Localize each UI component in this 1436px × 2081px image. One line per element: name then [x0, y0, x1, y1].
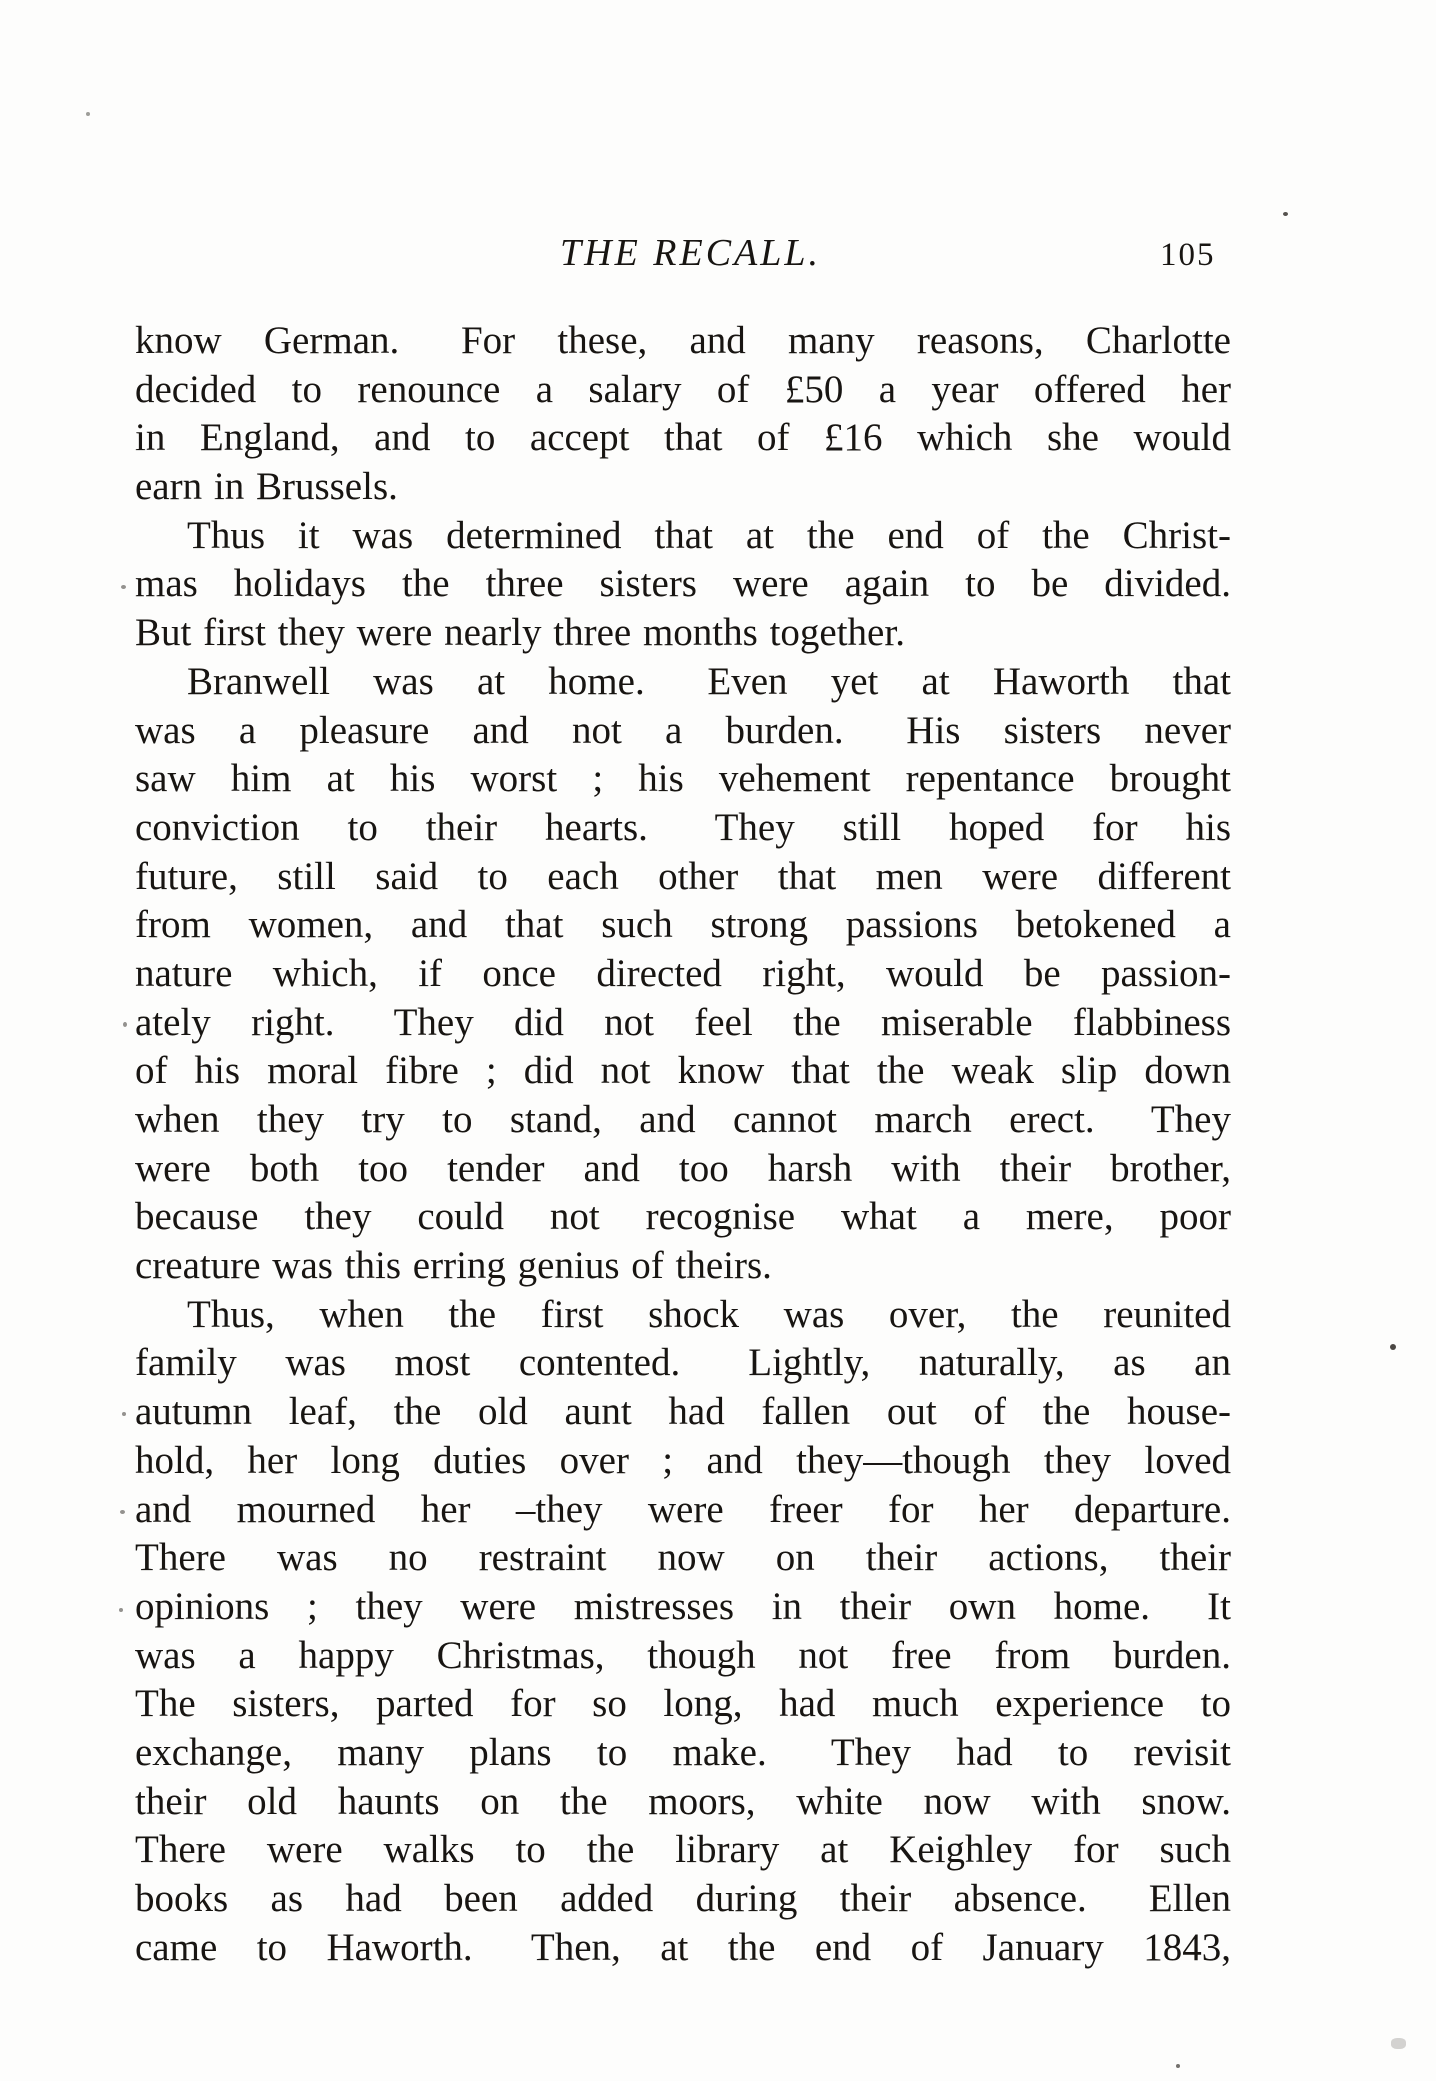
- text-line: Thus it was determined that at the end of the Christ-: [187, 513, 1231, 557]
- text-line: Branwell was at home. Even yet at Haworth that: [187, 659, 1231, 703]
- text-line: family was most contented. Lightly, naturally, as an: [135, 1341, 1231, 1385]
- text-line: know German. For these, and many reasons, Charlotte: [135, 319, 1231, 362]
- text-line: their old haunts on the moors, white now with snow.: [135, 1779, 1231, 1823]
- text-line: opinions ; they were mistresses in their own home. It: [135, 1584, 1231, 1628]
- scan-speck: [122, 1412, 126, 1416]
- scan-speck: [119, 1608, 123, 1612]
- scan-speck: [121, 585, 126, 589]
- text-line: future, still said to each other that men were different: [135, 854, 1231, 898]
- running-header-title: THE RECALL.: [560, 232, 822, 274]
- scan-speck: [123, 1022, 127, 1027]
- scan-speck: [1176, 2064, 1180, 2068]
- page-number: 105: [1160, 237, 1216, 273]
- text-line: when they try to stand, and cannot march erect. They: [135, 1098, 1231, 1141]
- text-line: saw him at his worst ; his vehement repentance brought: [135, 757, 1231, 801]
- text-line: from women, and that such strong passions betokened a: [135, 903, 1231, 947]
- text-line: because they could not recognise what a mere, poor: [135, 1195, 1231, 1239]
- text-line: books as had been added during their absence. Ellen: [135, 1877, 1231, 1920]
- scan-speck: [120, 1510, 125, 1514]
- scan-speck: [1283, 212, 1288, 216]
- scan-speck: [1391, 2038, 1406, 2049]
- text-line: nature which, if once directed right, would be passion-: [135, 951, 1231, 995]
- text-line: was a happy Christmas, though not free from burden.: [135, 1633, 1231, 1677]
- text-line: decided to renounce a salary of £50 a year offered her: [135, 367, 1231, 411]
- text-line: The sisters, parted for so long, had much experience to: [135, 1682, 1231, 1726]
- text-line: exchange, many plans to make. They had to revisit: [135, 1730, 1231, 1774]
- text-line: There was no restraint now on their actions, their: [135, 1536, 1231, 1580]
- text-line: conviction to their hearts. They still hoped for his: [135, 805, 1231, 849]
- text-line: came to Haworth. Then, at the end of January 1843,: [135, 1925, 1231, 1969]
- text-line: hold, her long duties over ; and they—though they loved: [135, 1438, 1231, 1482]
- scan-speck: [1390, 1344, 1396, 1350]
- text-line: and mourned her –they were freer for her departure.: [135, 1487, 1231, 1531]
- text-line: in England, and to accept that of £16 which she would: [135, 416, 1231, 460]
- text-line: of his moral fibre ; did not know that the weak slip down: [135, 1049, 1231, 1093]
- text-line: creature was this erring genius of theirs.: [135, 1244, 772, 1288]
- text-line: were both too tender and too harsh with their brother,: [135, 1146, 1231, 1190]
- text-line: autumn leaf, the old aunt had fallen out of the house-: [135, 1390, 1231, 1434]
- scan-speck: [86, 112, 90, 116]
- text-line: was a pleasure and not a burden. His sisters never: [135, 708, 1231, 752]
- text-line: But first they were nearly three months together.: [135, 611, 905, 655]
- text-line: There were walks to the library at Keighley for such: [135, 1828, 1231, 1872]
- text-line: Thus, when the first shock was over, the reunited: [187, 1292, 1231, 1336]
- text-line: mas holidays the three sisters were again to be divided.: [135, 562, 1231, 606]
- text-line: ately right. They did not feel the miserable flabbiness: [135, 1000, 1231, 1044]
- text-line: earn in Brussels.: [135, 465, 398, 509]
- body-text: [135, 317, 1231, 1972]
